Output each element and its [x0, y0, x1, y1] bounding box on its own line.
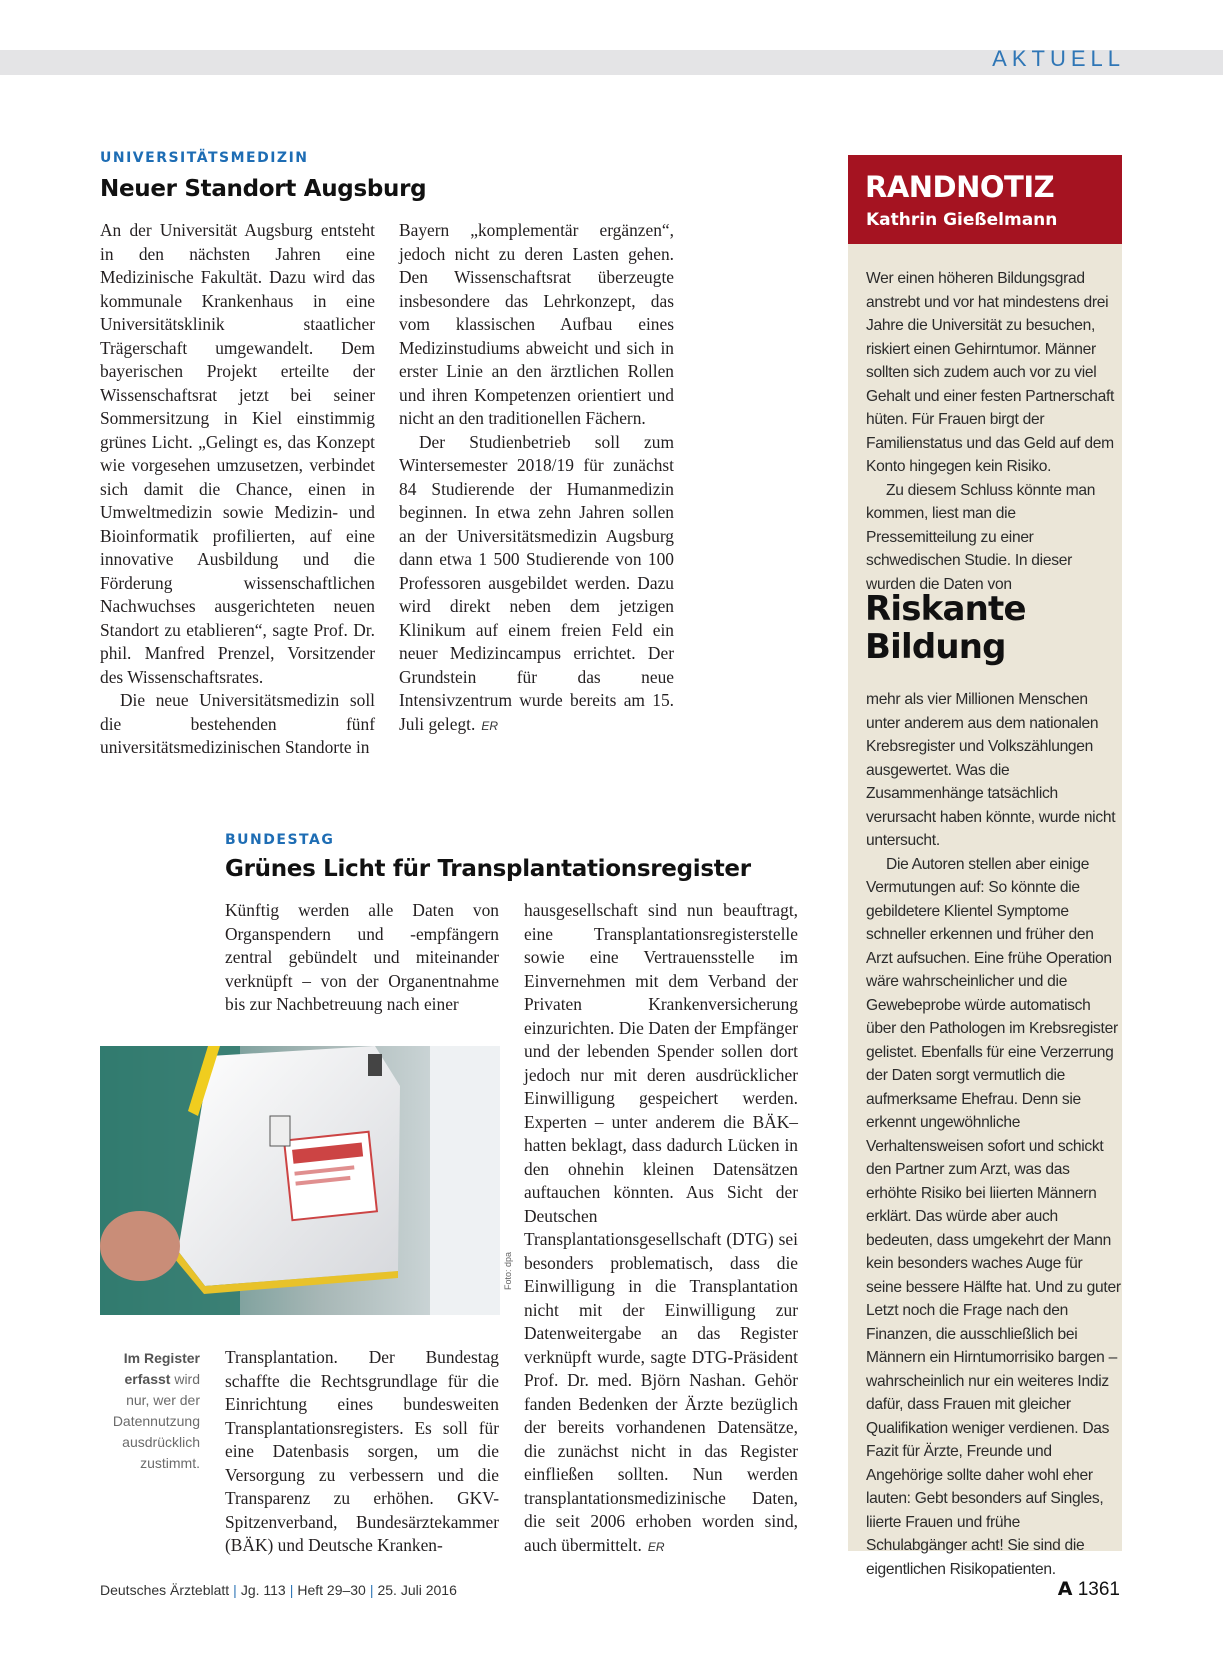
article2-kicker: BUNDESTAG — [225, 832, 335, 848]
article1-kicker: UNIVERSITÄTSMEDIZIN — [100, 150, 309, 166]
article1-signature: ER — [481, 718, 498, 733]
randnotiz-title — [865, 590, 1026, 666]
journal-volume: Jg. 113 — [240, 1582, 286, 1598]
article1-paragraph: Bayern „komplementär ergänzen“, jedoch nicht zu deren Lasten gehen. Den Wissenschaftsrat überzeugte insbesondere das Lehrkonzept, das vom klassischen Aufbau eines Medizinstudiums abweicht und sich in erster Linie an den ärztlichen Rollen und ihren Kompetenzen orientiert und nicht an den traditionellen Fächern. — [399, 220, 674, 428]
photo-caption — [100, 1348, 200, 1474]
caption-bold: Im Register erfasst — [123, 1350, 200, 1387]
article1-paragraph-text: Der Studienbetrieb soll zum Wintersemester 2018/19 für zunächst 84 Studierende der Humanmedizin beginnen. In etwa zehn Jahren sollen an der Universitätsmedizin Augsburg dann etwa 1 500 Studierende von 100 Professoren ausgebildet werden. Dazu wird direkt neben dem jetzigen Klinikum auf einem freien Feld ein neuer Medizincampus errichtet. Der Grundstein für das neue Intensivzentrum wurde bereits am 15. Juli gelegt. — [399, 431, 674, 734]
journal-issue: Heft 29–30 — [297, 1582, 366, 1598]
article1-paragraph: An der Universität Augsburg entsteht in den nächsten Jahren eine Medizinische Fakultät. Dazu wird das kommunale Krankenhaus in eine Universitätsklinik staatlicher Trägerschaft umgewandelt. Dem bayerischen Projekt erteilte der Wissenschaftsrat jetzt bei seiner Sommersitzung in Kiel einstimmig grünes Licht. „Gelingt es, das Konzept wie vorgesehen umzusetzen, verbindet sich damit die Chance, einen in Umweltmedizin sowie Medizin- und Bioinformatik profilierten, auf eine innovative Ausbildung und die Förderung wissenschaftlichen Nachwuchses ausgerichteten neuen Standort zu etablieren“, sagte Prof. Dr. phil. Manfred Prenzel, Vorsitzender des Wissenschaftsrates. — [100, 220, 375, 687]
article1-title: Neuer Standort Augsburg — [100, 176, 427, 202]
cooler-box-photo — [100, 1046, 500, 1315]
page-number-value: 1361 — [1077, 1579, 1120, 1600]
article2-column-1: Transplantation. Der Bundestag schaffte die Rechtsgrundlage für die Einrichtung eines bundesweiten Transplantationsregisters. Es soll für eine Datenbasis sorgen, um die Versorgung zu verbessern und die Transparenz zu erhöhen. GKV-Spitzenverband, Bundesärztekammer (BÄK) und Deutsche Kranken- — [225, 1347, 499, 1555]
section-label: AKTUELL — [992, 46, 1125, 71]
article1-column-1 — [100, 219, 375, 760]
randnotiz-label: RANDNOTIZ — [865, 170, 1055, 204]
article2-title: Grünes Licht für Transplantationsregister — [225, 856, 751, 882]
journal-date: 25. Juli 2016 — [377, 1582, 457, 1598]
article2-column-2 — [524, 899, 798, 1559]
randnotiz-paragraph: Zu diesem Schluss könnte man kommen, liest man die Pressemitteilung zu einer schwedischen Studie. In dieser wurden die Daten von — [866, 481, 1096, 593]
article2-intro: Künftig werden alle Daten von Organspendern und -empfängern zentral gebündelt und miteinander verknüpft – von der Organentnahme bis zur Nachbetreuung nach einer — [225, 900, 499, 1014]
photo-illustration — [100, 1046, 500, 1315]
photo-credit: Foto: dpa — [503, 1251, 513, 1290]
randnotiz-title-line: Riskante — [865, 589, 1026, 629]
article2-signature: ER — [647, 1539, 665, 1554]
article2-paragraph: hausgesellschaft sind nun beauftragt, eine Transplantationsregisterstelle sowie eine Vertrauensstelle im Einvernehmen mit dem Verband der Privaten Krankenversicherung einzurichten. Die Daten der Empfänger und der lebenden Spender sollen dort jedoch nur mit deren ausdrücklicher Einwilligung gespeichert werden. Experten – unter anderem die BÄK– hatten beklagt, dass dadurch Lücken in den ohnehin kleinen Datensätzen auftauchen könnten. Aus Sicht der Deutschen Transplantationsgesellschaft (DTG) sei besonders problematisch, dass die Einwilligung in die Transplantation nicht mit der Einwilligung zur Datenweitergabe an das Register verknüpft wurde, sagte DTG-Präsident Prof. Dr. med. Björn Nashan. Gehör fanden Bedenken der Ärzte bezüglich der bereits vorhandenen Datensätze, die zunächst nicht in das Register einfließen sollten. Nun werden transplantationsmedizinische Daten, die seit 2006 erhoben worden sind, auch übermittelt. — [524, 900, 798, 1555]
page-prefix: A — [1057, 1578, 1073, 1600]
randnotiz-text-bottom — [866, 688, 1121, 1581]
article1-paragraph: Die neue Universitätsmedizin soll die bestehenden fünf universitätsmedizinischen Standorte in — [100, 690, 375, 757]
randnotiz-title-line: Bildung — [865, 627, 1006, 667]
randnotiz-author: Kathrin Gießelmann — [866, 210, 1058, 230]
footer-citation: Deutsches Ärzteblatt | Jg. 113 | Heft 29–30 | 25. Juli 2016 — [100, 1582, 457, 1598]
article1-column-2 — [399, 219, 674, 738]
randnotiz-paragraph: Wer einen höheren Bildungsgrad anstrebt und vor hat mindestens drei Jahre die Universität zu besuchen, riskiert einen Gehirntumor. Männer sollten sich zudem auch vor zu viel Gehalt und einer festen Partnerschaft hüten. Für Frauen birgt der Familienstatus und das Geld auf dem Konto hingegen kein Risiko. — [866, 270, 1115, 475]
randnotiz-paragraph: Die Autoren stellen aber einige Vermutungen auf: So könnte die gebildetere Klientel Symptome schneller erkennen und früher den Arzt aufsuchen. Eine frühe Operation wäre wahrscheinlicher und die Gewebeprobe würde automatisch über den Pathologen im Krebsregister gelistet. Ebenfalls für eine Verzerrung der Daten sorgt vermutlich die aufmerksame Ehefrau. Denn sie erkennt ungewöhnliche Verhaltensweisen sofort und schickt den Partner zum Arzt, was das erhöhte Risiko bei liierten Männern erklärt. Das würde aber auch bedeuten, dass umgekehrt der Mann kein besonders waches Auge für seine bessere Hälfte hat. Und zu guter Letzt noch die Frage nach den Finanzen, die ausschließlich bei Männern ein Hirntumorrisiko bargen – wahrscheinlich nur ein weiteres Indiz dafür, dass Frauen mit gleicher Qualifikation weniger verdienen. Das Fazit für Ärzte, Freunde und Angehörige sollte daher wohl eher lauten: Gebt besonders auf Singles, liierte Frauen und frühe Schulabgänger acht! Sie sind die eigentlichen Risikopatienten. — [866, 855, 1121, 1578]
article1-paragraph — [399, 431, 674, 739]
randnotiz-text-top — [866, 267, 1121, 596]
journal-name: Deutsches Ärzteblatt — [100, 1582, 230, 1598]
page-number — [1058, 1578, 1120, 1601]
randnotiz-paragraph: mehr als vier Millionen Menschen unter anderem aus dem nationalen Krebsregister und Volkszählungen ausgewertet. Was die Zusammenhänge tatsächlich verursacht haben könnte, wurde nicht untersucht. — [866, 691, 1116, 849]
caption-text: wird nur, wer der Datennutzung ausdrücklich zustimmt. — [112, 1371, 200, 1471]
